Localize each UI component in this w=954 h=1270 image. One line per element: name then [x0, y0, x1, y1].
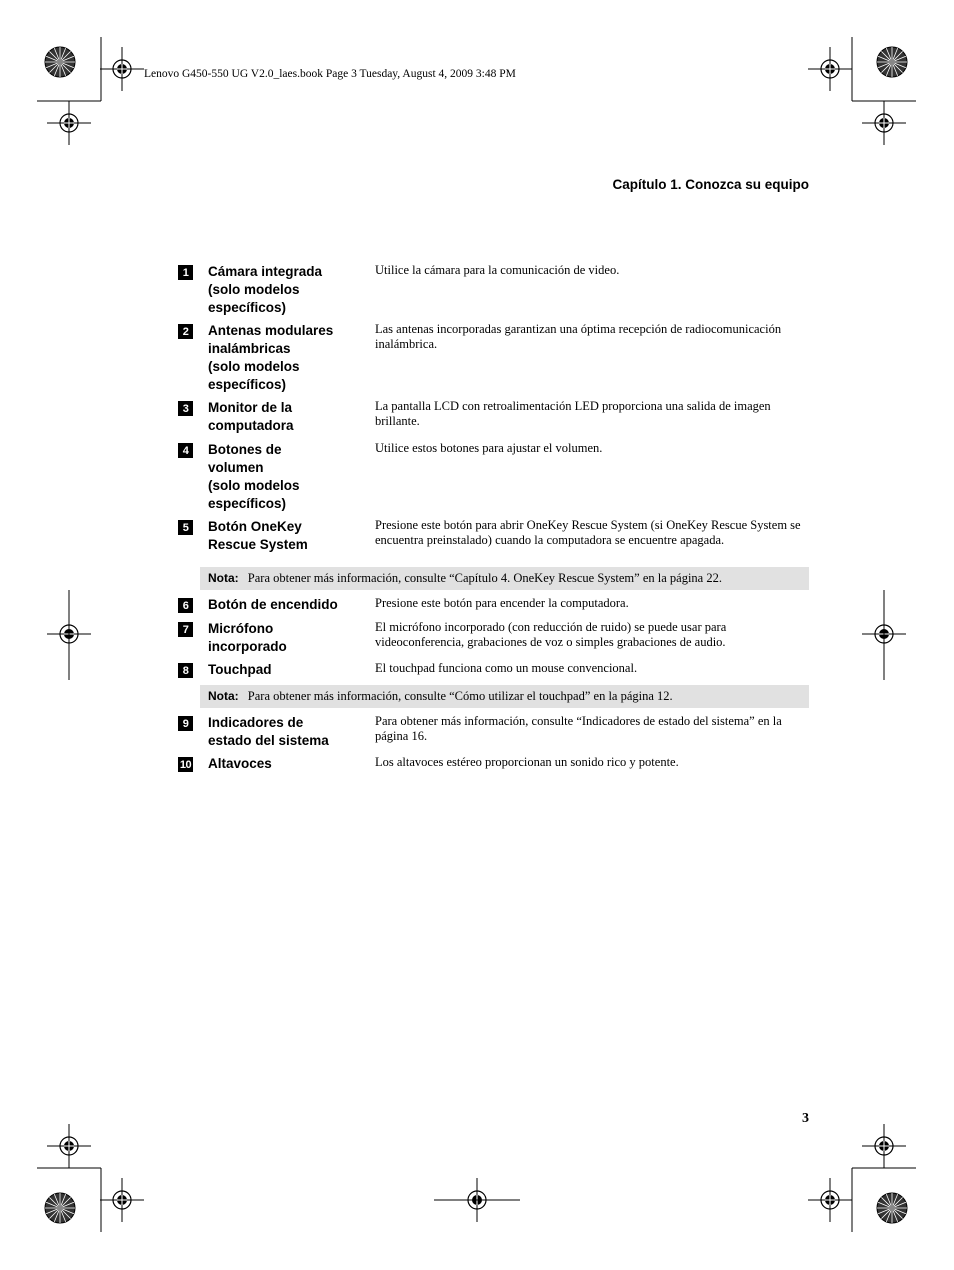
item-term: Botón de encendido [208, 597, 338, 612]
note-text: Para obtener más información, consulte “Capítulo 4. OneKey Rescue System” en la página 22. [247, 571, 722, 585]
note-label: Nota: [208, 571, 239, 585]
page-number: 3 [802, 1111, 809, 1126]
item-number: 1 [178, 265, 193, 280]
list-item [178, 518, 809, 567]
item-term: Antenas modulares inalámbricas (solo modelos específicos) [208, 323, 334, 392]
item-number: 4 [178, 443, 193, 458]
registration-mark-top-right [808, 37, 916, 145]
item-description: La pantalla LCD con retroalimentación LED proporciona una salida de imagen brillante. [375, 399, 771, 428]
item-term: Monitor de la computadora [208, 400, 294, 433]
item-number: 5 [178, 520, 193, 535]
item-description: Presione este botón para abrir OneKey Rescue System (si OneKey Rescue System se encuentra preinstalado) cuando la computadora se encuentre apagada. [375, 518, 801, 547]
item-description: El micrófono incorporado (con reducción de ruido) se puede usar para videoconferencia, grabaciones de voz o simples grabaciones de audio. [375, 620, 727, 649]
list-item [178, 441, 809, 518]
registration-mark-bottom-left [37, 1124, 144, 1232]
item-term: Botón OneKey Rescue System [208, 519, 308, 552]
note-box [200, 685, 809, 708]
registration-mark-bottom-right [808, 1124, 916, 1232]
registration-mark-mid-right [862, 590, 906, 680]
note-text: Para obtener más información, consulte “Cómo utilizar el touchpad” en la página 12. [247, 689, 673, 703]
item-description: El touchpad funciona como un mouse convencional. [375, 661, 638, 675]
item-number: 6 [178, 598, 193, 613]
item-term: Altavoces [208, 756, 272, 771]
chapter-heading: Capítulo 1. Conozca su equipo [612, 177, 809, 192]
item-description: Los altavoces estéreo proporcionan un sonido rico y potente. [375, 755, 679, 769]
item-number: 9 [178, 716, 193, 731]
item-number: 2 [178, 324, 193, 339]
print-slug: Lenovo G450-550 UG V2.0_laes.book Page 3 Tuesday, August 4, 2009 3:48 PM [144, 68, 516, 80]
item-number: 10 [179, 758, 192, 771]
list-item [178, 714, 809, 755]
item-term: Touchpad [208, 662, 272, 677]
item-number: 7 [178, 622, 193, 637]
list-item [178, 596, 809, 620]
item-term: Cámara integrada (solo modelos específicos) [208, 264, 323, 315]
list-item [178, 620, 809, 661]
item-term: Micrófono incorporado [208, 621, 287, 654]
item-description: Las antenas incorporadas garantizan una óptima recepción de radiocomunicación inalámbrica. [375, 322, 782, 351]
item-description: Utilice la cámara para la comunicación de video. [375, 263, 620, 277]
item-term: Indicadores de estado del sistema [208, 715, 329, 748]
list-item [178, 399, 809, 441]
item-description: Utilice estos botones para ajustar el volumen. [375, 441, 603, 455]
item-description: Presione este botón para encender la computadora. [375, 596, 629, 610]
item-number: 3 [178, 401, 193, 416]
note-box [200, 567, 809, 590]
component-list [178, 263, 809, 779]
item-number: 8 [178, 663, 193, 678]
registration-mark-top-left [37, 37, 144, 145]
item-description: Para obtener más información, consulte “Indicadores de estado del sistema” en la página 16. [375, 714, 782, 743]
registration-mark-mid-left [47, 590, 91, 680]
list-item [178, 263, 809, 322]
registration-mark-bottom-center [434, 1178, 520, 1222]
list-item [178, 661, 809, 685]
list-item [178, 755, 809, 779]
item-term: Botones de volumen (solo modelos específicos) [208, 442, 300, 511]
note-label: Nota: [208, 689, 239, 703]
list-item [178, 322, 809, 399]
